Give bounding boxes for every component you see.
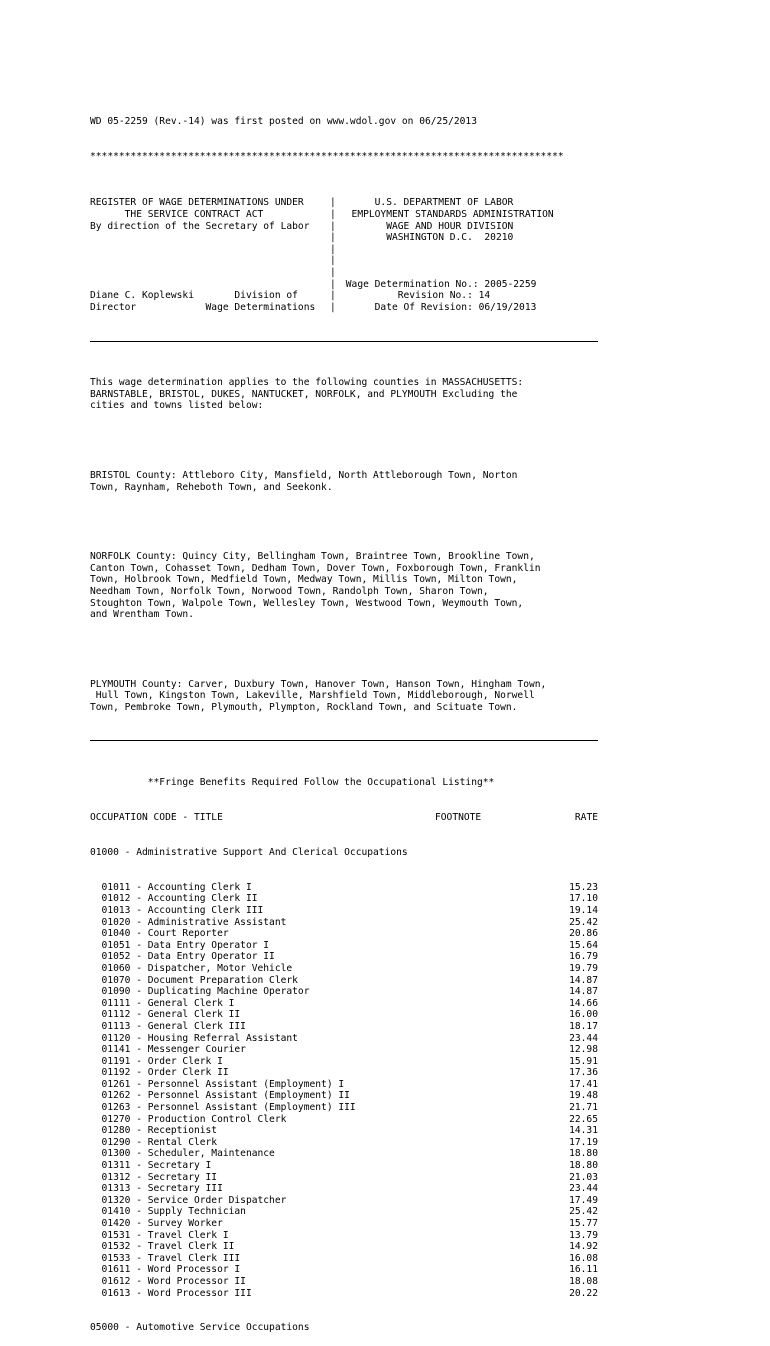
occupation-rate: 14.31 [569, 1125, 598, 1137]
occupation-rate: 18.80 [569, 1148, 598, 1160]
header-row [90, 197, 610, 209]
occupation-rate: 20.86 [569, 928, 598, 940]
bristol-county-paragraph [90, 470, 610, 493]
occupation-row [90, 940, 598, 952]
occupation-rate: 15.91 [569, 1055, 598, 1067]
paragraph-line: Needham Town, Norfolk Town, Norwood Town, Randolph Town, Sharon Town, [90, 585, 489, 597]
occupation-title: 01141 - Messenger Courier [90, 1044, 246, 1056]
occupation-title: 01320 - Service Order Dispatcher [90, 1194, 287, 1206]
header-left-text [90, 232, 330, 244]
occupation-row [90, 1148, 598, 1160]
occupation-row [90, 1264, 598, 1276]
header-row [90, 279, 610, 291]
occupation-title: 01531 - Travel Clerk I [90, 1229, 229, 1241]
occupation-rate: 21.71 [569, 1102, 598, 1114]
header-row [90, 232, 610, 244]
occupation-title: 01111 - General Clerk I [90, 997, 235, 1009]
counties-divider [90, 740, 598, 741]
occupation-row [90, 1241, 598, 1253]
norfolk-county-paragraph [90, 551, 610, 621]
occupation-row [90, 998, 598, 1010]
header-separator: | [330, 301, 336, 313]
occupation-rate: 20.22 [569, 1287, 598, 1299]
header-right-text [340, 255, 610, 267]
header-right-text: Revision No.: 14 [340, 290, 491, 302]
header-row [90, 267, 610, 279]
header-row [90, 255, 610, 267]
paragraph-line: cities and towns listed below: [90, 400, 264, 412]
occupation-rate: 18.17 [569, 1020, 598, 1032]
header-separator: | [330, 290, 336, 302]
occupation-rate: 25.42 [569, 1206, 598, 1218]
occupation-rate: 17.49 [569, 1194, 598, 1206]
occupation-rate: 19.14 [569, 904, 598, 916]
occupation-row [90, 1090, 598, 1102]
header-separator: | [330, 208, 336, 220]
occupation-row [90, 917, 598, 929]
occupation-row [90, 1079, 598, 1091]
occupation-rate: 12.98 [569, 1044, 598, 1056]
occupation-row [90, 1160, 598, 1172]
occupation-title: 01040 - Court Reporter [90, 928, 229, 940]
occupation-row [90, 1218, 598, 1230]
occupation-row [90, 893, 598, 905]
counties-intro [90, 377, 610, 412]
occupation-rate: 14.87 [569, 986, 598, 998]
paragraph-line: NORFOLK County: Quincy City, Bellingham Town, Braintree Town, Brookline Town, [90, 551, 535, 563]
header-row [90, 290, 610, 302]
rate-header: RATE [574, 812, 598, 824]
occupation-row [90, 1276, 598, 1288]
paragraph-line: Canton Town, Cohasset Town, Dedham Town, Dover Town, Foxborough Town, Franklin [90, 562, 541, 574]
occupation-title: 01280 - Receptionist [90, 1125, 218, 1137]
occupation-row [90, 951, 598, 963]
header-left-text: REGISTER OF WAGE DETERMINATIONS UNDER [90, 197, 304, 209]
paragraph-line: BARNSTABLE, BRISTOL, DUKES, NANTUCKET, NORFOLK, and PLYMOUTH Excluding the [90, 388, 518, 400]
occupation-rate: 14.92 [569, 1241, 598, 1253]
occupation-title: 01312 - Secretary II [90, 1171, 218, 1183]
header-right-text: Wage Determination No.: 2005-2259 [340, 278, 537, 290]
header-left-text [90, 279, 330, 291]
header-right-text [340, 267, 610, 279]
header-separator: | [330, 243, 336, 255]
occupation-row [90, 1183, 598, 1195]
occupation-row [90, 1172, 598, 1184]
wage-determination-document [90, 93, 610, 1346]
occupation-group-heading: 01000 - Administrative Support And Clerical Occupations [90, 847, 408, 858]
paragraph-line: Hull Town, Kingston Town, Lakeville, Marshfield Town, Middleborough, Norwell [90, 690, 535, 702]
occupation-rate: 16.00 [569, 1009, 598, 1021]
header-separator: | [330, 255, 336, 267]
occupation-title: 01113 - General Clerk III [90, 1020, 246, 1032]
occupation-title: 01120 - Housing Referral Assistant [90, 1032, 298, 1044]
occupation-title: 01262 - Personnel Assistant (Employment) II [90, 1090, 350, 1102]
occupation-rate: 16.08 [569, 1252, 598, 1264]
occupation-rate: 17.36 [569, 1067, 598, 1079]
header-right-text: Date Of Revision: 06/19/2013 [340, 301, 537, 313]
occupation-title: 01070 - Document Preparation Clerk [90, 974, 298, 986]
occupation-title: 01410 - Supply Technician [90, 1206, 246, 1218]
occupation-rate: 21.03 [569, 1171, 598, 1183]
occupation-rate: 16.79 [569, 951, 598, 963]
occupation-rate: 14.87 [569, 974, 598, 986]
occupation-row [90, 1195, 598, 1207]
occupation-row [90, 1009, 598, 1021]
occupation-row [90, 1056, 598, 1068]
occupation-row [90, 1044, 598, 1056]
occupation-title: 01532 - Travel Clerk II [90, 1241, 235, 1253]
occupation-row [90, 1033, 598, 1045]
header-left-text: By direction of the Secretary of Labor [90, 220, 310, 232]
header-left-text [90, 255, 330, 267]
occupation-row [90, 905, 598, 917]
occupation-rate: 16.11 [569, 1264, 598, 1276]
occupation-group-heading: 05000 - Automotive Service Occupations [90, 1322, 310, 1334]
paragraph-line: and Wrentham Town. [90, 609, 194, 621]
paragraph-line: Town, Holbrook Town, Medfield Town, Medway Town, Millis Town, Milton Town, [90, 574, 518, 586]
occupation-row [90, 882, 598, 894]
occupation-row [90, 1206, 598, 1218]
occupation-title: 01112 - General Clerk II [90, 1009, 241, 1021]
footnote-header: FOOTNOTE [435, 812, 482, 824]
star-rule: ********************************************************************************** [90, 150, 564, 162]
occupation-row [90, 1114, 598, 1126]
occupation-rate: 23.44 [569, 1032, 598, 1044]
header-right-text: WASHINGTON D.C. 20210 [340, 232, 514, 244]
occupation-rate: 19.79 [569, 962, 598, 974]
occupation-title: 01012 - Accounting Clerk II [90, 893, 258, 905]
posted-line: WD 05-2259 (Rev.-14) was first posted on www.wdol.gov on 06/25/2013 [90, 116, 477, 128]
occupation-row [90, 1125, 598, 1137]
header-right-text [340, 244, 610, 256]
occupation-row [90, 1067, 598, 1079]
occupation-title: 01011 - Accounting Clerk I [90, 881, 252, 893]
occupation-title: 01311 - Secretary I [90, 1160, 212, 1172]
occupation-rate: 13.79 [569, 1229, 598, 1241]
occupation-row [90, 1137, 598, 1149]
occupation-title: 01270 - Production Control Clerk [90, 1113, 287, 1125]
occupation-row [90, 1288, 598, 1300]
header-row [90, 302, 610, 314]
occupation-title: 01611 - Word Processor I [90, 1264, 241, 1276]
header-left-text [90, 267, 330, 279]
header-separator: | [330, 266, 336, 278]
column-headers [90, 812, 598, 824]
occupation-title: 01263 - Personnel Assistant (Employment) III [90, 1102, 356, 1114]
header-separator: | [330, 232, 336, 244]
occupation-row [90, 963, 598, 975]
occupation-row [90, 1230, 598, 1242]
occupation-list [90, 882, 610, 1299]
occupation-title: 01261 - Personnel Assistant (Employment) I [90, 1078, 345, 1090]
header-separator: | [330, 197, 336, 209]
fringe-note: **Fringe Benefits Required Follow the Occupational Listing** [90, 777, 495, 789]
occupation-rate: 23.44 [569, 1183, 598, 1195]
occupation-title: 01090 - Duplicating Machine Operator [90, 986, 310, 998]
paragraph-line: Town, Pembroke Town, Plymouth, Plympton, Rockland Town, and Scituate Town. [90, 701, 518, 713]
occupation-title: 01060 - Dispatcher, Motor Vehicle [90, 962, 293, 974]
occupation-title: 01013 - Accounting Clerk III [90, 904, 264, 916]
occupation-rate: 17.41 [569, 1078, 598, 1090]
header-left-text: Director Wage Determinations [90, 301, 316, 313]
occupation-rate: 18.80 [569, 1160, 598, 1172]
occupation-title: 01290 - Rental Clerk [90, 1136, 218, 1148]
header-left-text: THE SERVICE CONTRACT ACT [90, 208, 264, 220]
paragraph-line: Stoughton Town, Walpole Town, Wellesley Town, Westwood Town, Weymouth Town, [90, 597, 524, 609]
occupation-row [90, 1021, 598, 1033]
header-row [90, 221, 610, 233]
occupation-title: 01192 - Order Clerk II [90, 1067, 229, 1079]
occupation-title: 01533 - Travel Clerk III [90, 1252, 241, 1264]
occupation-rate: 17.10 [569, 893, 598, 905]
occupation-rate: 15.77 [569, 1218, 598, 1229]
occupation-rate: 15.64 [569, 939, 598, 951]
header-row [90, 209, 610, 221]
occupation-title: 01300 - Scheduler, Maintenance [90, 1148, 275, 1160]
occupation-rate: 19.48 [569, 1090, 598, 1102]
paragraph-line: PLYMOUTH County: Carver, Duxbury Town, Hanover Town, Hanson Town, Hingham Town, [90, 678, 547, 690]
occupation-rate: 15.23 [569, 881, 598, 893]
header-left-text: Diane C. Koplewski Division of [90, 290, 298, 302]
occupation-title: 01612 - Word Processor II [90, 1275, 246, 1287]
header-right-text: WAGE AND HOUR DIVISION [340, 220, 514, 232]
occupation-title: 01191 - Order Clerk I [90, 1055, 223, 1067]
code-title-header: OCCUPATION CODE - TITLE [90, 812, 223, 824]
occupation-title: 01052 - Data Entry Operator II [90, 951, 275, 963]
occupation-row [90, 975, 598, 987]
paragraph-line: BRISTOL County: Attleboro City, Mansfield, North Attleborough Town, Norton [90, 470, 518, 481]
occupation-title: 01420 - Survey Worker [90, 1218, 223, 1229]
header-right-text: U.S. DEPARTMENT OF LABOR [340, 197, 514, 209]
occupation-rate: 17.19 [569, 1136, 598, 1148]
occupation-title: 01313 - Secretary III [90, 1183, 223, 1195]
header-block [90, 197, 610, 313]
occupation-row [90, 1253, 598, 1265]
occupation-rate: 22.65 [569, 1113, 598, 1125]
header-left-text [90, 244, 330, 256]
occupation-rate: 18.08 [569, 1275, 598, 1287]
occupation-title: 01613 - Word Processor III [90, 1287, 252, 1299]
occupation-rate: 14.66 [569, 997, 598, 1009]
occupation-row [90, 1102, 598, 1114]
header-separator: | [330, 220, 336, 232]
header-right-text: EMPLOYMENT STANDARDS ADMINISTRATION [340, 208, 554, 220]
occupation-rate: 25.42 [569, 916, 598, 928]
occupation-title: 01051 - Data Entry Operator I [90, 939, 270, 951]
header-row [90, 244, 610, 256]
header-divider [90, 341, 598, 342]
paragraph-line: Town, Raynham, Reheboth Town, and Seekonk. [90, 481, 333, 493]
occupation-title: 01020 - Administrative Assistant [90, 916, 287, 928]
occupation-row [90, 928, 598, 940]
occupation-row [90, 986, 598, 998]
plymouth-county-paragraph [90, 679, 610, 714]
header-separator: | [330, 278, 336, 290]
paragraph-line: This wage determination applies to the following counties in MASSACHUSETTS: [90, 377, 524, 389]
